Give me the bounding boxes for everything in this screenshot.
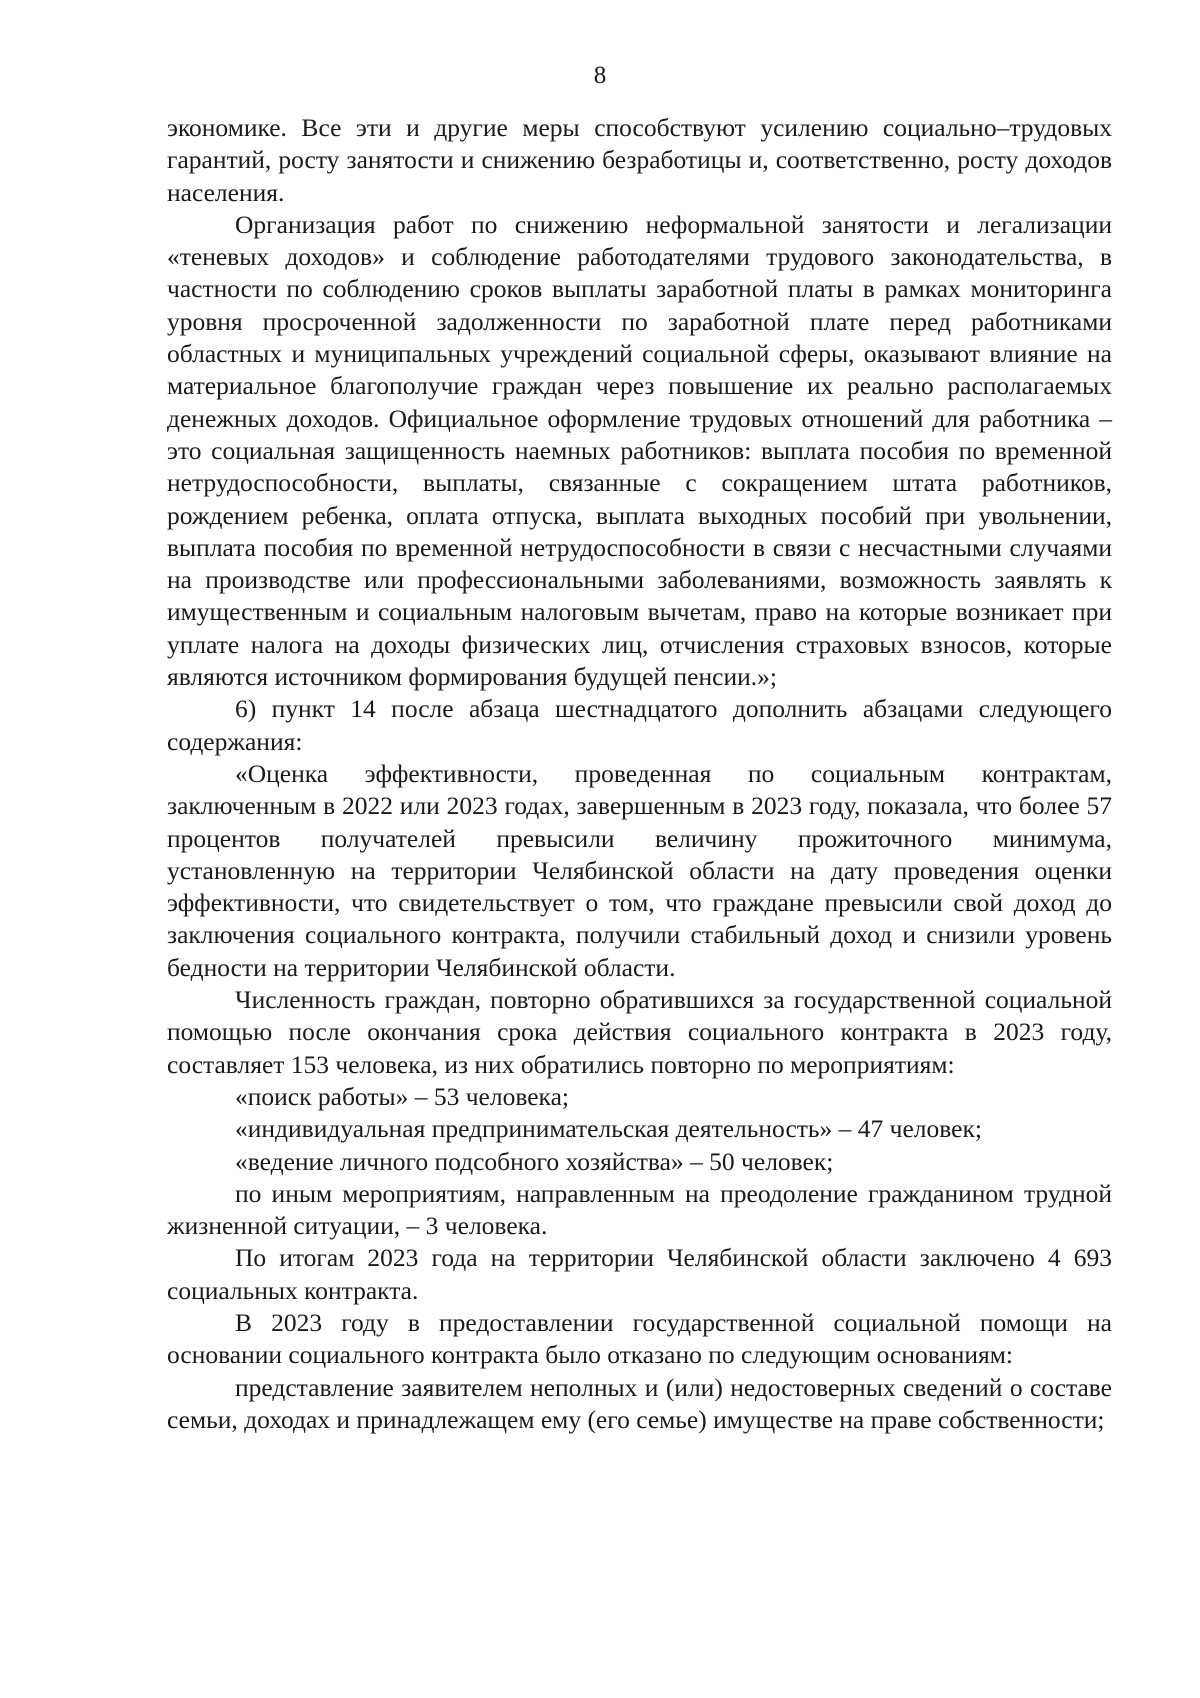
- paragraph-amendment-item-6: 6) пункт 14 после абзаца шестнадцатого дополнить абзацами следующего содержания:: [167, 694, 1112, 756]
- paragraph-efficiency-assessment: «Оценка эффективности, проведенная по социальным контрактам, заключенным в 2022 или 2023 годах, завершенным в 2023 году, показала, что более 57 процентов получателей превысили величину прожиточного минимума, установленную на территории Челябинской области на дату проведения оценки эффективности, что свидетельствует о том, что граждане превысили свой доход до заключения социального контракта, получили стабильный доход и снизили уровень бедности на территории Челябинской области.: [167, 758, 1112, 982]
- paragraph-informal-employment: Организация работ по снижению неформальной занятости и легализации «теневых доходов» и соблюдение работодателями трудового законодательства, в частности по соблюдению сроков выплаты заработной платы в рамках мониторинга уровня просроченной задолженности по заработной плате перед работниками областных и муниципальных учреждений социальной сферы, оказывают влияние на материальное благополучие граждан через повышение их реально располагаемых денежных доходов. Официальное оформление трудовых отношений для работника – это социальная защищенность наемных работников: выплата пособия по временной нетрудоспособности, выплаты, связанные с сокращением штата работников, рождением ребенка, оплата отпуска, выплата выходных пособий при увольнении, выплата пособия по временной нетрудоспособности в связи с несчастными случаями на производстве или профессиональными заболеваниями, возможность заявлять к имущественным и социальным налоговым вычетам, право на которые возникает при уплате налога на доходы физических лиц, отчисления страховых взносов, которые являются источником формирования будущей пенсии.»;: [167, 209, 1112, 692]
- paragraph-contracts-total: По итогам 2023 года на территории Челябинской области заключено 4 693 социальных контракта.: [167, 1243, 1112, 1305]
- page-number: 8: [593, 62, 607, 89]
- list-item-incomplete-information: представление заявителем неполных и (или) недостоверных сведений о составе семьи, доходах и принадлежащем ему (его семье) имуществе на праве собственности;: [167, 1372, 1112, 1434]
- paragraph-refusal-grounds: В 2023 году в предоставлении государственной социальной помощи на основании социального контракта было отказано по следующим основаниям:: [167, 1307, 1112, 1370]
- document-body: [167, 112, 1112, 1436]
- list-item-other-measures: по иным мероприятиям, направленным на преодоление гражданином трудной жизненной ситуации, – 3 человека.: [167, 1178, 1112, 1241]
- list-item-household-farming: «ведение личного подсобного хозяйства» – 50 человек;: [235, 1146, 834, 1176]
- list-item-job-search: «поиск работы» – 53 человека;: [235, 1081, 569, 1111]
- paragraph-repeat-applicants: Численность граждан, повторно обратившихся за государственной социальной помощью после окончания срока действия социального контракта в 2023 году, составляет 153 человека, из них обратились повторно по мероприятиям:: [167, 985, 1112, 1079]
- paragraph-continuation: экономике. Все эти и другие меры способствуют усилению социально–трудовых гарантий, росту занятости и снижению безработицы и, соответственно, росту доходов населения.: [167, 113, 1112, 207]
- list-item-entrepreneurship: «индивидуальная предпринимательская деятельность» – 47 человек;: [235, 1114, 982, 1144]
